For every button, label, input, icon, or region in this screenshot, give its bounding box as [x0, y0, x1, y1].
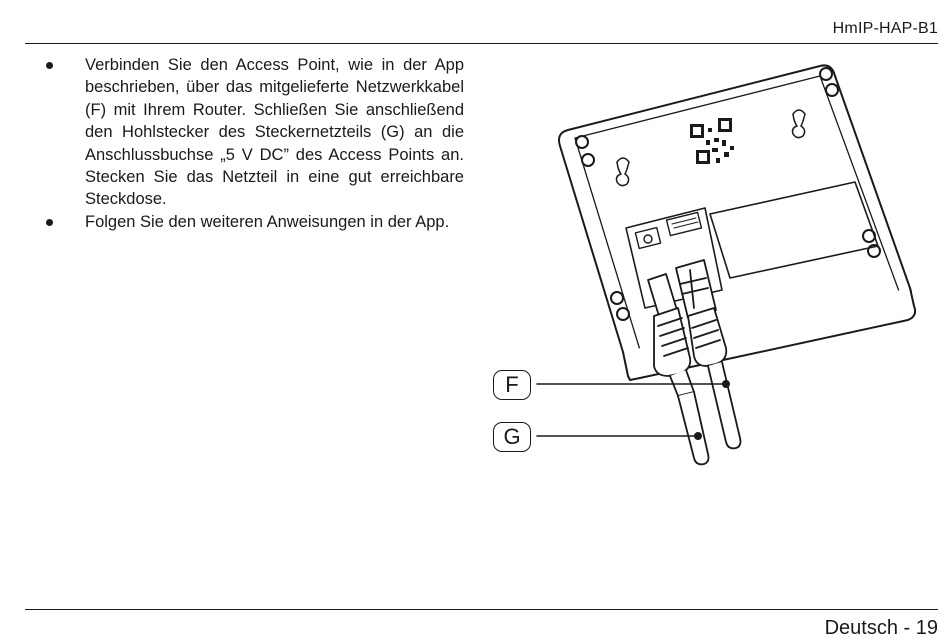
- bullet-icon: [46, 219, 53, 226]
- page-number: Deutsch - 19: [824, 617, 938, 639]
- instruction-text: Folgen Sie den weiteren Anweisungen in der App.: [85, 212, 450, 231]
- bullet-icon: [46, 62, 53, 69]
- document-model-code: HmIP-HAP-B1: [832, 20, 938, 37]
- instruction-item: [44, 54, 464, 211]
- access-point-illustration: [490, 58, 940, 468]
- instruction-list: [44, 54, 464, 233]
- header-rule: [25, 43, 938, 44]
- access-point-device: [559, 65, 915, 380]
- callout-label-f: F: [493, 370, 531, 400]
- footer-rule: [25, 609, 938, 610]
- callout-label-g: G: [493, 422, 531, 452]
- instruction-item: [44, 211, 464, 233]
- instruction-text: Verbinden Sie den Access Point, wie in der App beschrieben, über das mitgelieferte Netzwerkkabel (F) mit Ihrem Router. Schließen Sie anschließend den Hohlstecker des Steckernetzteils (G) an die Anschlussbuchse „5 V DC” des Access Points an. Stecken Sie das Netzteil in eine gut erreichbare Steckdose.: [85, 56, 464, 209]
